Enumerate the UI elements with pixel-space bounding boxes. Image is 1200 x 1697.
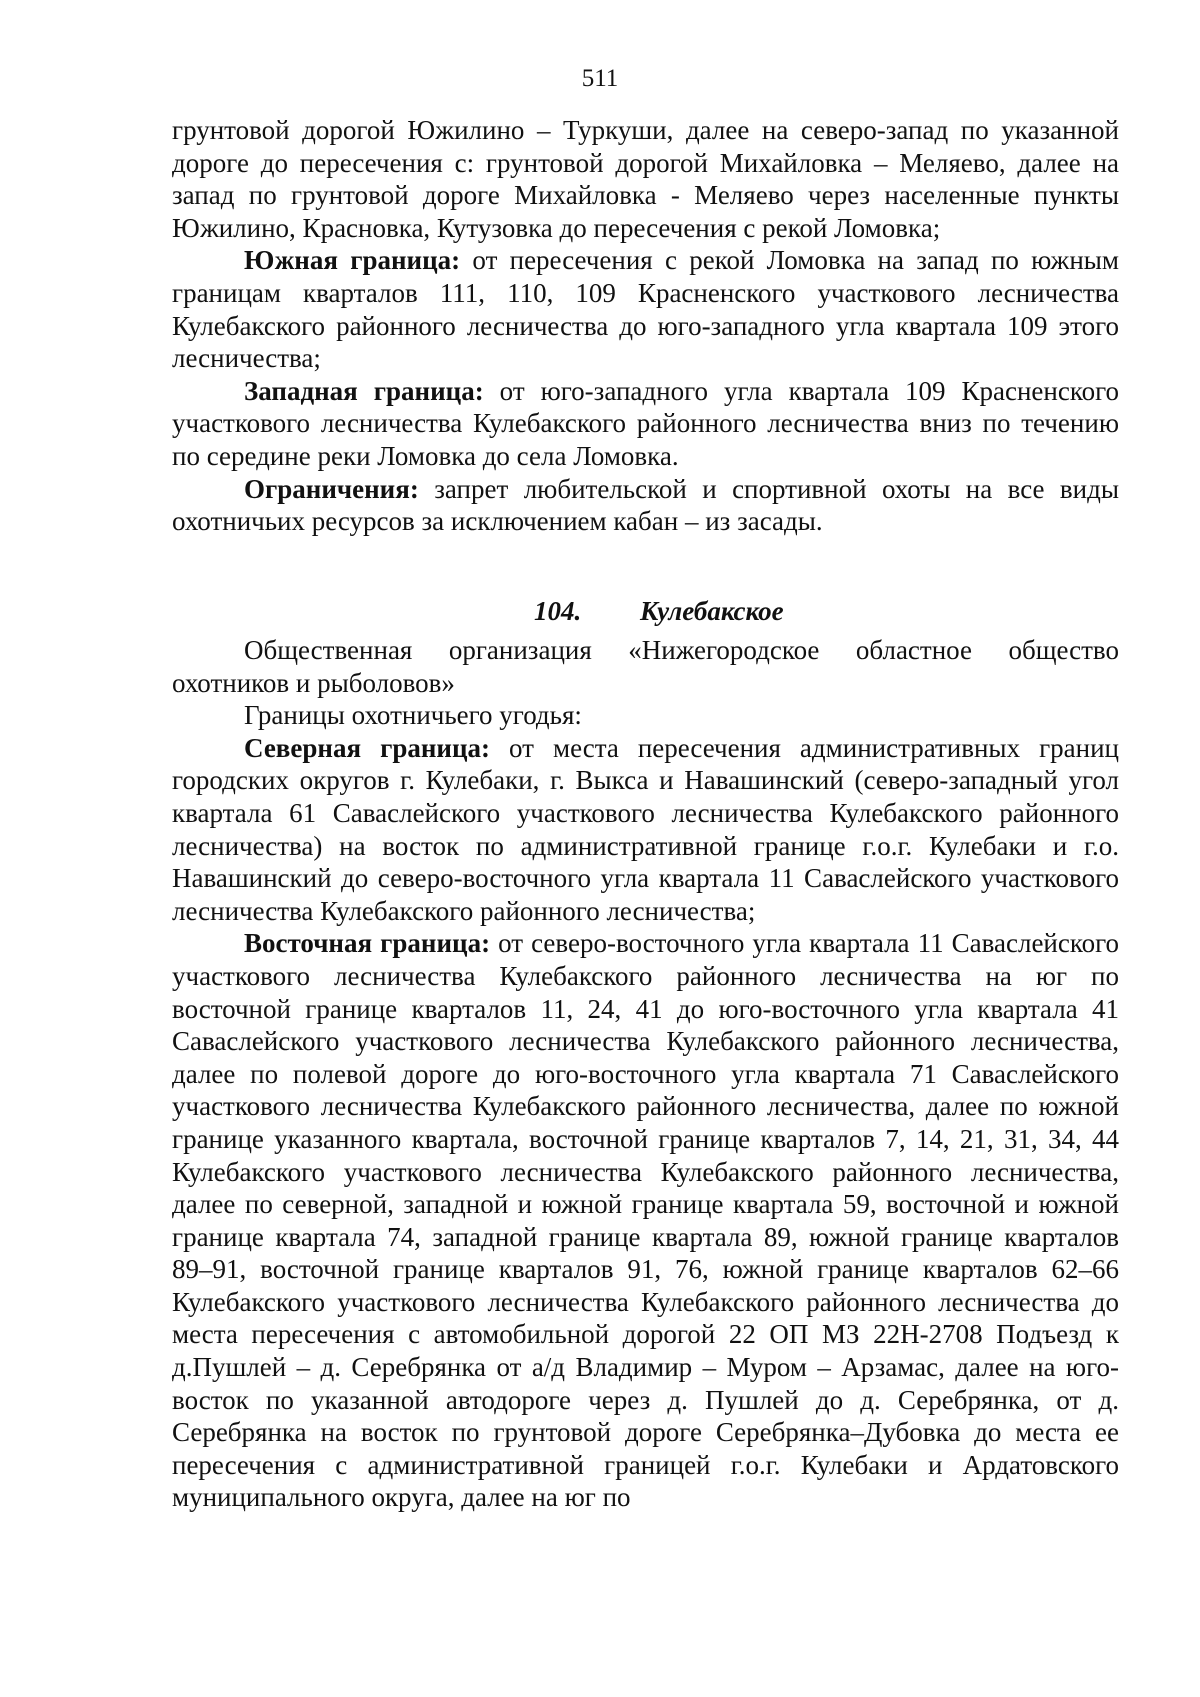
paragraph-organization: Общественная организация «Нижегородское областное общество охотников и рыболовов» xyxy=(172,635,1119,698)
south-border-text: от пересечения с рекой Ломовка на запад по южным границам кварталов 111, 110, 109 Красненского участкового лесничества Кулебакского районного лесничества до юго-западного угла квартала 109 этого лесничества; xyxy=(172,245,1119,374)
west-border-label: Западная граница: xyxy=(244,375,484,406)
paragraph-north-border xyxy=(172,732,1119,928)
paragraph-west-border xyxy=(172,375,1119,473)
section-number: 104. xyxy=(534,596,582,626)
text-block-section xyxy=(172,634,1119,1514)
east-border-text: от северо-восточного угла квартала 11 Саваслейского участкового лесничества Кулебакского районного лесничества на юг по восточной границе кварталов 11, 24, 41 до юго-восточного угла квартала 41 Саваслейского участкового лесничества Кулебакского районного лесничества, далее по полевой дороге до юго-восточного угла квартала 71 Саваслейского участкового лесничества Кулебакского районного лесничества, далее по южной границе указанного квартала, восточной границе кварталов 7, 14, 21, 31, 34, 44 Кулебакского участкового лесничества Кулебакского районного лесничества, далее по северной, западной и южной границе квартала 59, восточной и южной границе квартала 74, западной границе квартала 89, южной границе кварталов 89–91, восточной границе кварталов 91, 76, южной границе кварталов 62–66 Кулебакского участкового лесничества Кулебакского районного лесничества до места пересечения с автомобильной дорогой 22 ОП МЗ 22Н-2708 Подъезд к д.Пушлей – д. Серебрянка от а/д Владимир – Муром – Арзамас, далее на юго-восток по указанной автодороге через д. Пушлей до д. Серебрянка, от д. Серебрянка на восток по грунтовой дороге Серебрянка–Дубовка до места ее пересечения с административной границей г.о.г. Кулебаки и Ардатовского муниципального округа, далее на юг по xyxy=(172,928,1120,1513)
north-border-text: от места пересечения административных границ городских округов г. Кулебаки, г. Выкса и Навашинский (северо-западный угол квартала 61 Саваслейского участкового лесничества Кулебакского районного лесничества) на восток по административной границе г.о.г. Кулебаки и г.о. Навашинский до северо-восточного угла квартала 11 Саваслейского участкового лесничества Кулебакского районного лесничества; xyxy=(172,732,1119,926)
page-number: 511 xyxy=(581,65,619,92)
restrictions-label: Ограничения: xyxy=(244,473,419,504)
west-border-text: от юго-западного угла квартала 109 Красненского участкового лесничества Кулебакского районного лесничества вниз по течению по середине реки Ломовка до села Ломовка. xyxy=(172,375,1120,471)
paragraph-restrictions xyxy=(172,473,1119,538)
text-block-top xyxy=(172,114,1119,538)
east-border-label: Восточная граница: xyxy=(244,928,491,959)
south-border-label: Южная граница: xyxy=(244,245,461,276)
restrictions-text: запрет любительской и спортивной охоты на все виды охотничьих ресурсов за исключением кабан – из засады. xyxy=(172,473,1119,537)
paragraph-continuation: грунтовой дорогой Южилино – Туркуши, далее на северо-запад по указанной дороге до пересечения с: грунтовой дорогой Михайловка – Меляево, далее на запад по грунтовой дороге Михайловка - Меляево через населенные пункты Южилино, Красновка, Кутузовка до пересечения с рекой Ломовка; xyxy=(172,115,1119,243)
paragraph-east-border xyxy=(172,927,1119,1514)
north-border-label: Северная граница: xyxy=(244,732,491,763)
paragraph-borders-intro: Границы охотничьего угодья: xyxy=(244,700,582,731)
paragraph-south-border xyxy=(172,244,1119,374)
section-title: Кулебакское xyxy=(640,596,784,626)
